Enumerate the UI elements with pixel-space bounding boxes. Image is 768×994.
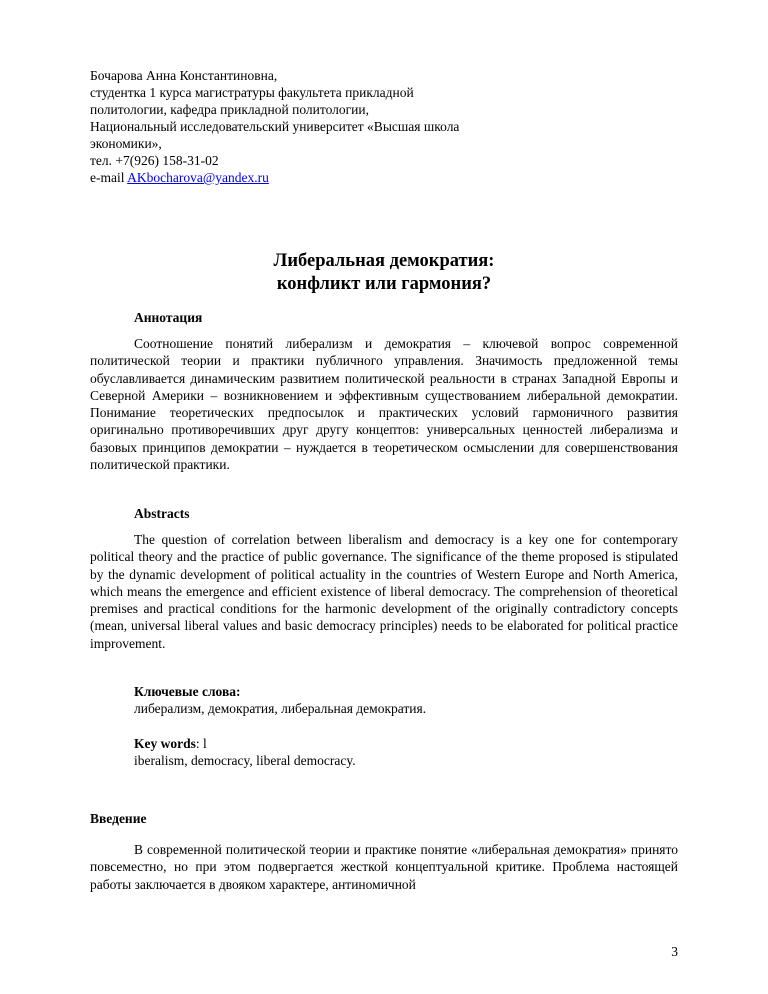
email-label: e-mail bbox=[90, 170, 128, 185]
keywords-ru-text: либерализм, демократия, либеральная демократия. bbox=[134, 701, 427, 717]
annotation-heading: Аннотация bbox=[134, 310, 203, 325]
title-line: конфликт или гармония? bbox=[276, 274, 492, 294]
intro-text: В современной политической теории и практике понятие «либеральная демократия» принято повсеместно, но при этом подвергается жесткой концептуальной критике. Проблема настоящей работы заключается в двояком характере, антиномичной bbox=[90, 842, 678, 892]
author-name: Бочарова Анна Константиновна, bbox=[90, 68, 278, 83]
keywords-en-suffix: : l bbox=[195, 736, 207, 751]
author-email-line bbox=[90, 169, 550, 186]
keywords-ru-block bbox=[134, 683, 674, 718]
keywords-ru-label: Ключевые слова: bbox=[134, 684, 241, 699]
keywords-en-block bbox=[134, 735, 674, 770]
page-number: 3 bbox=[671, 944, 678, 959]
abstracts-text: The question of correlation between liberalism and democracy is a key one for contemporary political theory and the practice of public governance. The significance of the theme proposed is stipulated by the dynamic development of political actuality in the countries of Western Europe and North America, which means the emergence and efficient existence of liberal democracy. The comprehension of theoretical premises and practical conditions for the harmonic development of the originally contradictory concepts (mean, universal liberal values and basic democracy principles) needs to be elaborated for political practice improvement. bbox=[90, 532, 678, 651]
abstracts-heading: Abstracts bbox=[134, 506, 190, 521]
keywords-en-text: iberalism, democracy, liberal democracy. bbox=[134, 753, 356, 769]
author-affiliation-line: экономики», bbox=[90, 136, 162, 151]
keywords-en-label: Key words bbox=[134, 736, 196, 751]
author-affiliation-line: студентка 1 курса магистратуры факультета прикладной bbox=[90, 85, 414, 100]
annotation-text: Соотношение понятий либерализм и демократия – ключевой вопрос современной политической теории и практики публичного управления. Значимость предложенной темы обуславливается динамическим развитием политической реальности в странах Западной Европы и Северной Америки – возникновением и эффективным существованием либеральной демократии. Понимание теоретических предпосылок и практических условий гармоничного развития оригинально противоречивших друг другу концептов: универсальных ценностей либерализма и базовых принципов демократии – нуждается в теоретическом осмыслении для совершенствования политической практики. bbox=[90, 336, 678, 473]
email-link[interactable]: AKbocharova@yandex.ru bbox=[127, 170, 269, 185]
paper-title bbox=[0, 250, 768, 296]
intro-heading: Введение bbox=[90, 811, 147, 826]
author-block bbox=[90, 67, 550, 186]
author-affiliation-line: политологии, кафедра прикладной политологии, bbox=[90, 102, 369, 117]
author-phone: тел. +7(926) 158-31-02 bbox=[90, 153, 219, 168]
title-line: Либеральная демократия: bbox=[273, 251, 495, 271]
author-affiliation-line: Национальный исследовательский университет «Высшая школа bbox=[90, 119, 460, 134]
